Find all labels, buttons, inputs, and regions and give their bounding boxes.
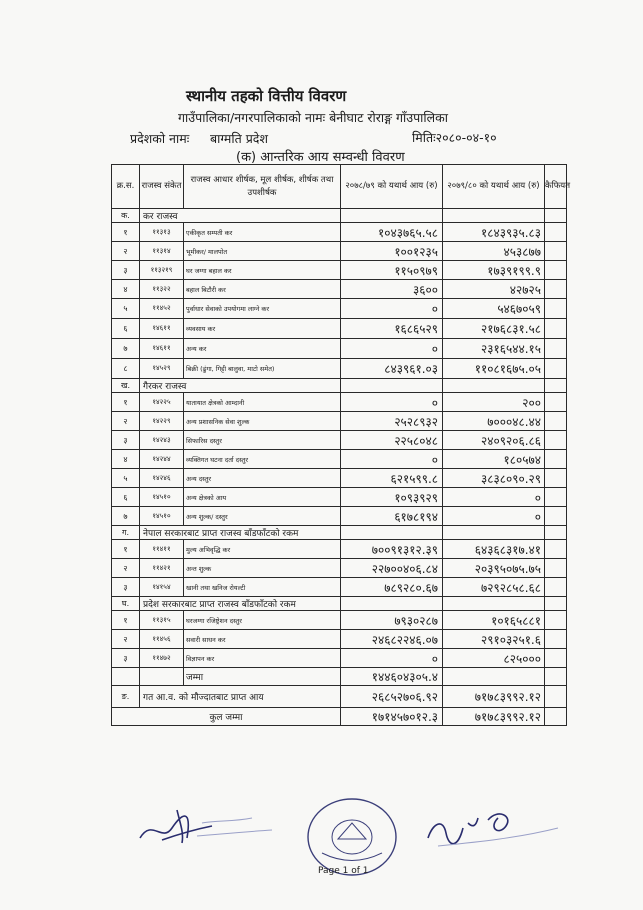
table-row [112, 393, 567, 412]
section-row [112, 597, 567, 611]
row-value-fy1: ० [341, 339, 443, 359]
row-remarks [545, 393, 567, 412]
row-remarks [545, 280, 567, 299]
table-body [112, 209, 567, 726]
empty-cell [341, 526, 443, 540]
row-value-fy1: ७९३०२८७ [341, 611, 443, 630]
row-value-fy2: ६४३६८३१७.४१ [443, 540, 545, 559]
row-code: १४२२९ [140, 412, 184, 431]
section-name: गैरकर राजस्व [140, 379, 341, 393]
empty-cell [341, 209, 443, 223]
row-sn: १ [112, 611, 140, 630]
table-row [112, 359, 567, 379]
row-sn: १ [112, 540, 140, 559]
row-value-fy1: २२७००४०६.८४ [341, 559, 443, 578]
row-code: १४६११ [140, 339, 184, 359]
table-header-row [112, 165, 567, 209]
total-fy1: १७१४५७०१२.३ [341, 708, 443, 726]
row-title: अन्य शुल्क/ दस्तुर [184, 507, 341, 526]
section-sn: ख. [112, 379, 140, 393]
row-code: १४२४६ [140, 469, 184, 488]
empty-cell [545, 209, 567, 223]
row-title: घरजग्गा रजिष्ट्रेशन दस्तुर [184, 611, 341, 630]
row-code: ११४७२ [140, 649, 184, 668]
row-value-fy1: २५२८९३२ [341, 412, 443, 431]
signature-right [418, 798, 568, 858]
document-title: स्थानीय तहको वित्तीय विवरण [186, 87, 347, 105]
row-value-fy2: १०१६५८८१ [443, 611, 545, 630]
row-value-fy2: १७३९१९९.९ [443, 261, 545, 280]
total-row [112, 708, 567, 726]
row-code: ११३२१९ [140, 261, 184, 280]
row-value-fy2: ० [443, 488, 545, 507]
carryover-fy2: ७१७८३९९२.१२ [443, 686, 545, 708]
row-code: ११४२१ [140, 559, 184, 578]
subtotal-row [112, 668, 567, 686]
carryover-title: गत आ.व. को मौज्दातबाट प्राप्त आय [140, 686, 341, 708]
row-sn: ३ [112, 649, 140, 668]
empty-cell [112, 668, 140, 686]
row-title: बहाल बिटौरी कर [184, 280, 341, 299]
row-sn: ३ [112, 261, 140, 280]
carryover-fy1: २६८५२७०६.९२ [341, 686, 443, 708]
row-code: १४२४४ [140, 450, 184, 469]
subtotal-label: जम्मा [184, 668, 341, 686]
row-title: खानी तथा खनिज रोयल्टी [184, 578, 341, 597]
table-row [112, 412, 567, 431]
row-title: सवारी साधन कर [184, 630, 341, 649]
table-row [112, 242, 567, 261]
table-row [112, 319, 567, 339]
row-value-fy1: २२५८०४८ [341, 431, 443, 450]
row-remarks [545, 649, 567, 668]
section-name: कर राजस्व [140, 209, 341, 223]
row-code: ११३१३ [140, 223, 184, 242]
empty-cell [443, 209, 545, 223]
row-value-fy2: २९१०३२५१.६ [443, 630, 545, 649]
row-code: १४५२९ [140, 359, 184, 379]
row-remarks [545, 223, 567, 242]
row-value-fy2: २४०९२०६.८६ [443, 431, 545, 450]
row-sn: २ [112, 559, 140, 578]
row-value-fy1: ८४३९६१.०३ [341, 359, 443, 379]
row-remarks [545, 431, 567, 450]
row-code: ११४११ [140, 540, 184, 559]
row-sn: ७ [112, 507, 140, 526]
row-sn: ५ [112, 469, 140, 488]
row-value-fy2: २१७६८३१.५८ [443, 319, 545, 339]
table-row [112, 339, 567, 359]
row-title: सिफारिस दस्तुर [184, 431, 341, 450]
row-remarks [545, 299, 567, 319]
table-row [112, 611, 567, 630]
province-value: बाग्मति प्रदेश [210, 131, 268, 146]
empty-cell [545, 668, 567, 686]
row-code: ११३२२ [140, 280, 184, 299]
row-value-fy1: ३६०० [341, 280, 443, 299]
section-title: (क) आन्तरिक आय सम्वन्धी विवरण [236, 150, 405, 165]
row-title: भूमीकर/ मालपोत [184, 242, 341, 261]
header-fy1: २०७८/७९ को यथार्थ आय (रु) [341, 165, 443, 209]
row-title: घर जग्गा बहाल कर [184, 261, 341, 280]
row-sn: ३ [112, 578, 140, 597]
row-value-fy2: २०० [443, 393, 545, 412]
province-label: प्रदेशको नामः [130, 131, 190, 146]
row-value-fy2: १८०५७४ [443, 450, 545, 469]
table-row [112, 488, 567, 507]
municipality-line: गाउँपालिका/नगरपालिकाको नामः बेनीघाट रोराङ्ग गाँउपालिका [178, 110, 448, 125]
row-value-fy1: ० [341, 393, 443, 412]
row-code: १४५१० [140, 488, 184, 507]
total-label: कुल जम्मा [112, 708, 341, 726]
section-row [112, 209, 567, 223]
row-sn: ४ [112, 450, 140, 469]
row-title: मुल्य अभिवृद्धि कर [184, 540, 341, 559]
header-fy2: २०७९/८० को यथार्थ आय (रु) [443, 165, 545, 209]
table-row [112, 630, 567, 649]
row-value-fy2: ७०००४८.४४ [443, 412, 545, 431]
empty-cell [443, 379, 545, 393]
row-code: ११४५२ [140, 299, 184, 319]
table-row [112, 578, 567, 597]
page-number: Page 1 of 1 [318, 866, 369, 876]
row-title: व्यक्तिगत घटना दर्ता दस्तुर [184, 450, 341, 469]
row-value-fy1: ६२१५९९.८ [341, 469, 443, 488]
row-code: १४१५४ [140, 578, 184, 597]
row-remarks [545, 611, 567, 630]
empty-cell [545, 597, 567, 611]
empty-cell [140, 668, 184, 686]
section-name: प्रदेश सरकारबाट प्राप्त राजस्व बाँडफाँटको रकम [140, 597, 341, 611]
row-title: पुर्वाधार सेवाको उपयोगमा लाग्ने कर [184, 299, 341, 319]
row-title: बिक्री (ढुंगा, गिट्टी बालुवा, माटो समेत) [184, 359, 341, 379]
table-row [112, 559, 567, 578]
table-row [112, 507, 567, 526]
row-value-fy1: ० [341, 649, 443, 668]
table-row [112, 280, 567, 299]
section-row [112, 526, 567, 540]
row-value-fy2: ७२९२८५८.६८ [443, 578, 545, 597]
row-value-fy2: ० [443, 507, 545, 526]
row-sn: ५ [112, 299, 140, 319]
row-title: अन्य प्रशासनिक सेवा शुल्क [184, 412, 341, 431]
row-title: अन्य दस्तुर [184, 469, 341, 488]
row-remarks [545, 261, 567, 280]
row-value-fy2: २०३९५०७५.७५ [443, 559, 545, 578]
table-row [112, 469, 567, 488]
row-value-fy1: ० [341, 299, 443, 319]
empty-cell [545, 708, 567, 726]
row-code: १४५१० [140, 507, 184, 526]
signature-left [132, 798, 282, 858]
row-value-fy2: ३८३८०९०.२९ [443, 469, 545, 488]
revenue-table [111, 164, 571, 726]
row-value-fy2: ५४६७०५९ [443, 299, 545, 319]
row-sn: ६ [112, 488, 140, 507]
row-remarks [545, 540, 567, 559]
row-sn: ङ. [112, 686, 140, 708]
row-code: ११३१४ [140, 242, 184, 261]
table-row [112, 540, 567, 559]
row-sn: ३ [112, 431, 140, 450]
header-remarks: कैफियत [545, 165, 567, 209]
table-row [112, 450, 567, 469]
row-title: अन्य क्षेत्रको आय [184, 488, 341, 507]
carryover-row [112, 686, 567, 708]
table-row [112, 299, 567, 319]
section-sn: ग. [112, 526, 140, 540]
row-value-fy2: १८४३९३५.८३ [443, 223, 545, 242]
row-value-fy1: ६१७८१९४ [341, 507, 443, 526]
row-value-fy1: २४६८२२४६.०७ [341, 630, 443, 649]
date-text: मितिः२०८०-०४-१० [412, 130, 497, 145]
row-value-fy1: ७८९२८०.६७ [341, 578, 443, 597]
row-value-fy1: ११५०९७९ [341, 261, 443, 280]
row-value-fy2: ८२५००० [443, 649, 545, 668]
row-title: एकीकृत सम्पती कर [184, 223, 341, 242]
row-code: ११४५६ [140, 630, 184, 649]
row-code: १४२४३ [140, 431, 184, 450]
row-remarks [545, 450, 567, 469]
table-row [112, 223, 567, 242]
row-sn: ६ [112, 319, 140, 339]
empty-cell [545, 686, 567, 708]
table-row [112, 431, 567, 450]
row-remarks [545, 559, 567, 578]
empty-cell [545, 526, 567, 540]
empty-cell [443, 526, 545, 540]
empty-cell [443, 597, 545, 611]
header-code: राजस्व संकेत [140, 165, 184, 209]
row-title: विज्ञापन कर [184, 649, 341, 668]
header-title: राजस्व आधार शीर्षक, मूल शीर्षक, शीर्षक तथा उपशीर्षक [184, 165, 341, 209]
row-value-fy1: ० [341, 450, 443, 469]
row-value-fy1: १००१२३५ [341, 242, 443, 261]
row-sn: १ [112, 393, 140, 412]
header-sn: क्र.स. [112, 165, 140, 209]
row-sn: ७ [112, 339, 140, 359]
row-remarks [545, 469, 567, 488]
table-row [112, 649, 567, 668]
row-value-fy1: ७००९१३१२.३९ [341, 540, 443, 559]
row-value-fy2: २३१६५४४.१५ [443, 339, 545, 359]
row-title: अन्त शुल्क [184, 559, 341, 578]
row-code: ११३१५ [140, 611, 184, 630]
row-remarks [545, 578, 567, 597]
row-value-fy2: ४२७२५ [443, 280, 545, 299]
row-remarks [545, 630, 567, 649]
section-sn: घ. [112, 597, 140, 611]
row-remarks [545, 339, 567, 359]
row-remarks [545, 242, 567, 261]
row-sn: २ [112, 412, 140, 431]
row-remarks [545, 412, 567, 431]
section-sn: क. [112, 209, 140, 223]
subtotal-fy1: १४४६०४३०५.४ [341, 668, 443, 686]
row-remarks [545, 488, 567, 507]
row-remarks [545, 319, 567, 339]
empty-cell [443, 668, 545, 686]
table-row [112, 261, 567, 280]
row-value-fy2: ४५३८७७ [443, 242, 545, 261]
empty-cell [341, 379, 443, 393]
row-value-fy2: ११०८१६७५.०५ [443, 359, 545, 379]
row-value-fy1: १०९३९२९ [341, 488, 443, 507]
row-sn: २ [112, 242, 140, 261]
empty-cell [545, 379, 567, 393]
row-remarks [545, 359, 567, 379]
row-title: व्यवसाय कर [184, 319, 341, 339]
row-value-fy1: १०४३७६५.५८ [341, 223, 443, 242]
section-name: नेपाल सरकारबाट प्राप्त राजस्व बाँडफाँटको रकम [140, 526, 341, 540]
row-sn: ४ [112, 280, 140, 299]
row-title: अन्य कर [184, 339, 341, 359]
section-row [112, 379, 567, 393]
row-code: १४६११ [140, 319, 184, 339]
empty-cell [341, 597, 443, 611]
row-sn: ८ [112, 359, 140, 379]
row-sn: २ [112, 630, 140, 649]
row-value-fy1: १६८६५२९ [341, 319, 443, 339]
row-code: १४२२५ [140, 393, 184, 412]
row-title: यातायात क्षेत्रको आम्दानी [184, 393, 341, 412]
row-remarks [545, 507, 567, 526]
total-fy2: ७१७८३९९२.१२ [443, 708, 545, 726]
row-sn: १ [112, 223, 140, 242]
